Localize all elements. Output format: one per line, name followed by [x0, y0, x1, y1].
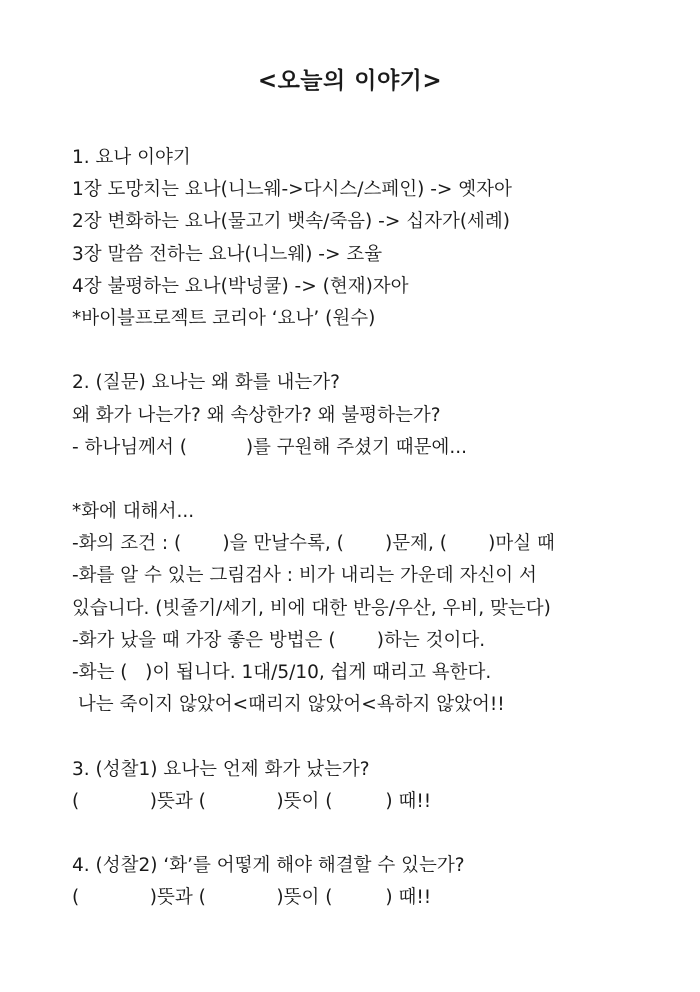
chapter-2-line: 2장 변화하는 요나(물고기 뱃속/죽음) -> 십자가(세례): [72, 211, 511, 233]
bible-project-note: *바이블프로젝트 코리아 ‘요나’ (원수): [72, 307, 376, 329]
anger-line: -화의 조건 : ( )을 만날수록, ( )문제, ( )마실 때: [72, 533, 555, 555]
section-2-line: - 하나님께서 ( )를 구원해 주셨기 때문에...: [72, 436, 468, 458]
section-2-line: 왜 화가 나는가? 왜 속상한가? 왜 불평하는가?: [72, 404, 441, 426]
anger-line: 있습니다. (빗줄기/세기, 비에 대한 반응/우산, 우비, 맞는다): [72, 597, 551, 619]
anger-heading: *화에 대해서...: [72, 501, 195, 523]
section-1-heading: 1. 요나 이야기: [72, 147, 191, 168]
section-2-heading: 2. (질문) 요나는 왜 화를 내는가?: [72, 372, 340, 394]
page-title: <오늘의 이야기>: [257, 68, 443, 94]
document-body: [72, 142, 632, 915]
section-3-heading: 3. (성찰1) 요나는 언제 화가 났는가?: [72, 758, 370, 780]
chapter-1-line: 1장 도망치는 요나(니느웨->다시스/스페인) -> 옛자아: [72, 179, 512, 201]
spacer: [72, 464, 632, 496]
section-3-blanks-line: ( )뜻과 ( )뜻이 ( ) 때!!: [72, 790, 432, 812]
section-4-blanks-line: ( )뜻과 ( )뜻이 ( ) 때!!: [72, 887, 432, 909]
anger-line: -화가 났을 때 가장 좋은 방법은 ( )하는 것이다.: [72, 629, 486, 651]
spacer: [72, 721, 632, 753]
spacer: [72, 818, 632, 850]
anger-line: 나는 죽이지 않았어<때리지 않았어<욕하지 않았어!!: [72, 694, 505, 716]
spacer: [72, 335, 632, 367]
section-4-heading: 4. (성찰2) ‘화’를 어떻게 해야 해결할 수 있는가?: [72, 855, 465, 877]
anger-line: -화는 ( )이 됩니다. 1대/5/10, 쉽게 때리고 욕한다.: [72, 662, 492, 683]
chapter-4-line: 4장 불평하는 요나(박넝쿨) -> (현재)자아: [72, 275, 409, 297]
chapter-3-line: 3장 말씀 전하는 요나(니느웨) -> 조율: [72, 243, 383, 265]
anger-line: -화를 알 수 있는 그림검사 : 비가 내리는 가운데 자신이 서: [72, 565, 537, 587]
